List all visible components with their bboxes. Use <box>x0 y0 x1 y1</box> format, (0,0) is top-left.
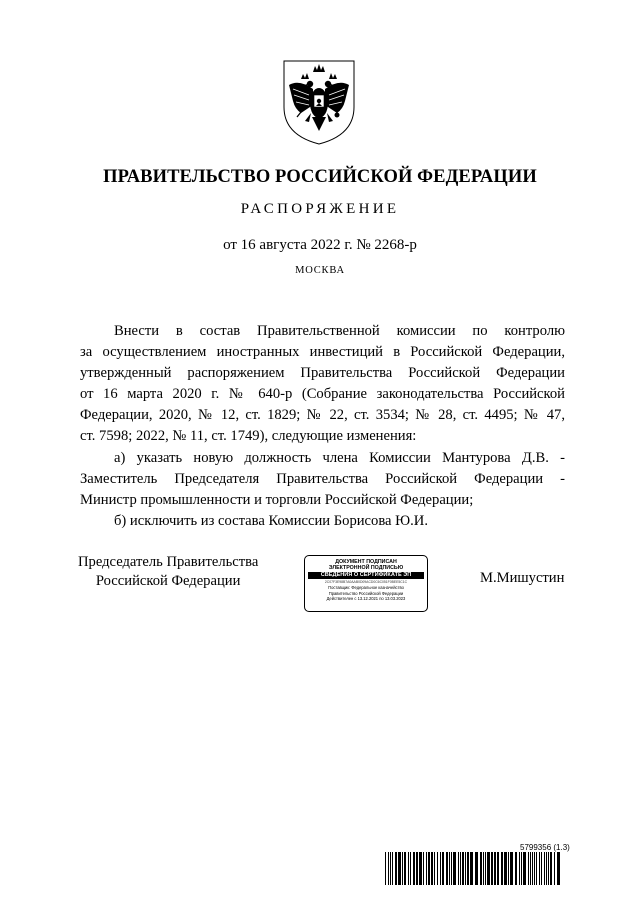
barcode-bar <box>510 852 513 885</box>
barcode-bar <box>483 852 484 885</box>
barcode-bar <box>532 852 533 885</box>
barcode-bar <box>385 852 386 885</box>
barcode-bar <box>449 852 450 885</box>
barcode-bar <box>470 852 473 885</box>
barcode-bar <box>465 852 466 885</box>
body-line: Федерации, 2020, № 12, ст. 1829; № 22, ст. 3534; № 28, ст. 4495; № 47, <box>80 407 565 424</box>
barcode-bar <box>508 852 509 885</box>
barcode-bar <box>428 852 430 885</box>
stamp-validity: Действителен с 13.12.2021 по 13.03.2023 <box>326 596 406 602</box>
stamp-owner: Правительство Российской Федерации <box>328 590 404 596</box>
barcode-bar <box>504 852 507 885</box>
body-line: Внести в состав Правительственной комиссии по контролю <box>114 323 565 339</box>
body-line: Заместитель Председателя Правительства Российской Федерации - <box>80 470 565 487</box>
barcode-bar <box>530 852 531 885</box>
stamp-issuer: Поставщик: Федеральное казначейство <box>328 585 404 591</box>
coat-of-arms-icon <box>279 57 359 147</box>
barcode-bar <box>523 852 526 885</box>
body-line: от 16 марта 2020 г. № 640-р (Собрание законодательства Российской <box>80 386 565 403</box>
barcode-bar <box>437 852 438 885</box>
document-city: МОСКВА <box>295 265 345 276</box>
barcode-bar <box>440 852 441 885</box>
barcode-bar <box>467 852 469 885</box>
barcode-bar <box>536 852 537 885</box>
body-line: Министр промышленности и торговли Российской Федерации; <box>80 491 474 508</box>
body-line: утвержденный распоряжением Правительства Российской Федерации <box>80 365 565 382</box>
body-line: а) указать новую должность члена Комиссии Мантурова Д.В. - <box>114 449 565 466</box>
electronic-signature-stamp <box>304 555 428 612</box>
barcode-bar <box>554 852 555 885</box>
signatory-position-line: Российской Федерации <box>95 573 241 589</box>
barcode-bar <box>442 852 444 885</box>
document-type: РАСПОРЯЖЕНИЕ <box>240 201 400 217</box>
barcode-bar <box>546 852 547 885</box>
barcode-bar <box>475 852 478 885</box>
barcode-bar <box>446 852 448 885</box>
stamp-certificate-band: СВЕДЕНИЯ О СЕРТИФИКАТЕ ЭП <box>308 572 424 579</box>
stamp-line: ДОКУМЕНТ ПОДПИСАН <box>335 559 397 565</box>
signatory-name: М.Мишустин <box>480 570 565 586</box>
body-line: за осуществлением иностранных инвестиций в Российской Федерации, <box>80 344 565 361</box>
barcode-bar <box>423 852 424 885</box>
barcode-bar <box>416 852 418 885</box>
barcode-bar <box>453 852 456 885</box>
signatory-position <box>78 553 258 591</box>
barcode-bar <box>544 852 545 885</box>
barcode-bar <box>388 852 389 885</box>
barcode-bar <box>501 852 503 885</box>
body-line: б) исключить из состава Комиссии Борисова Ю.И. <box>114 512 428 529</box>
document-date-number: от 16 августа 2022 г. № 2268-р <box>223 237 417 253</box>
barcode-bar <box>534 852 535 885</box>
barcode-bar <box>404 852 406 885</box>
barcode-bar <box>497 852 499 885</box>
barcode-bar <box>431 852 433 885</box>
barcode-bar <box>434 852 435 885</box>
barcode-bar <box>392 852 393 885</box>
barcode-bar <box>557 852 560 885</box>
stamp-certificate-id: 2C07F3E98B7A0AAB0D09ACD0C6C051F0BEE5C1C <box>324 580 408 585</box>
barcode-bar <box>541 852 542 885</box>
barcode-bar <box>460 852 461 885</box>
barcode-bar <box>528 852 529 885</box>
barcode-bar <box>494 852 496 885</box>
barcode-bar <box>539 852 540 885</box>
barcode-bar <box>410 852 411 885</box>
barcode-bar <box>485 852 486 885</box>
barcode-bar <box>521 852 522 885</box>
document-body <box>80 321 565 532</box>
body-line: ст. 7598; 2022, № 11, ст. 1749), следующие изменения: <box>80 428 417 445</box>
barcode-bar <box>548 852 549 885</box>
barcode-bar <box>480 852 482 885</box>
barcode-bar <box>550 852 552 885</box>
barcode-bar <box>515 852 517 885</box>
barcode-icon <box>385 852 561 885</box>
barcode-bar <box>419 852 422 885</box>
barcode-bar <box>458 852 459 885</box>
barcode-bar <box>398 852 401 885</box>
barcode-bar <box>390 852 391 885</box>
barcode-number: 5799356 (1.3) <box>520 843 570 852</box>
barcode-bar <box>491 852 493 885</box>
barcode-bar <box>451 852 452 885</box>
barcode-bar <box>395 852 397 885</box>
barcode-bar <box>462 852 464 885</box>
barcode-bar <box>487 852 490 885</box>
signatory-position-line: Председатель Правительства <box>78 554 259 570</box>
barcode-bar <box>519 852 520 885</box>
barcode-bar <box>402 852 403 885</box>
barcode-bar <box>426 852 427 885</box>
barcode-bar <box>408 852 409 885</box>
stamp-line: ЭЛЕКТРОННОЙ ПОДПИСЬЮ <box>328 565 404 572</box>
barcode-bar <box>413 852 415 885</box>
page-title: ПРАВИТЕЛЬСТВО РОССИЙСКОЙ ФЕДЕРАЦИИ <box>103 167 537 187</box>
